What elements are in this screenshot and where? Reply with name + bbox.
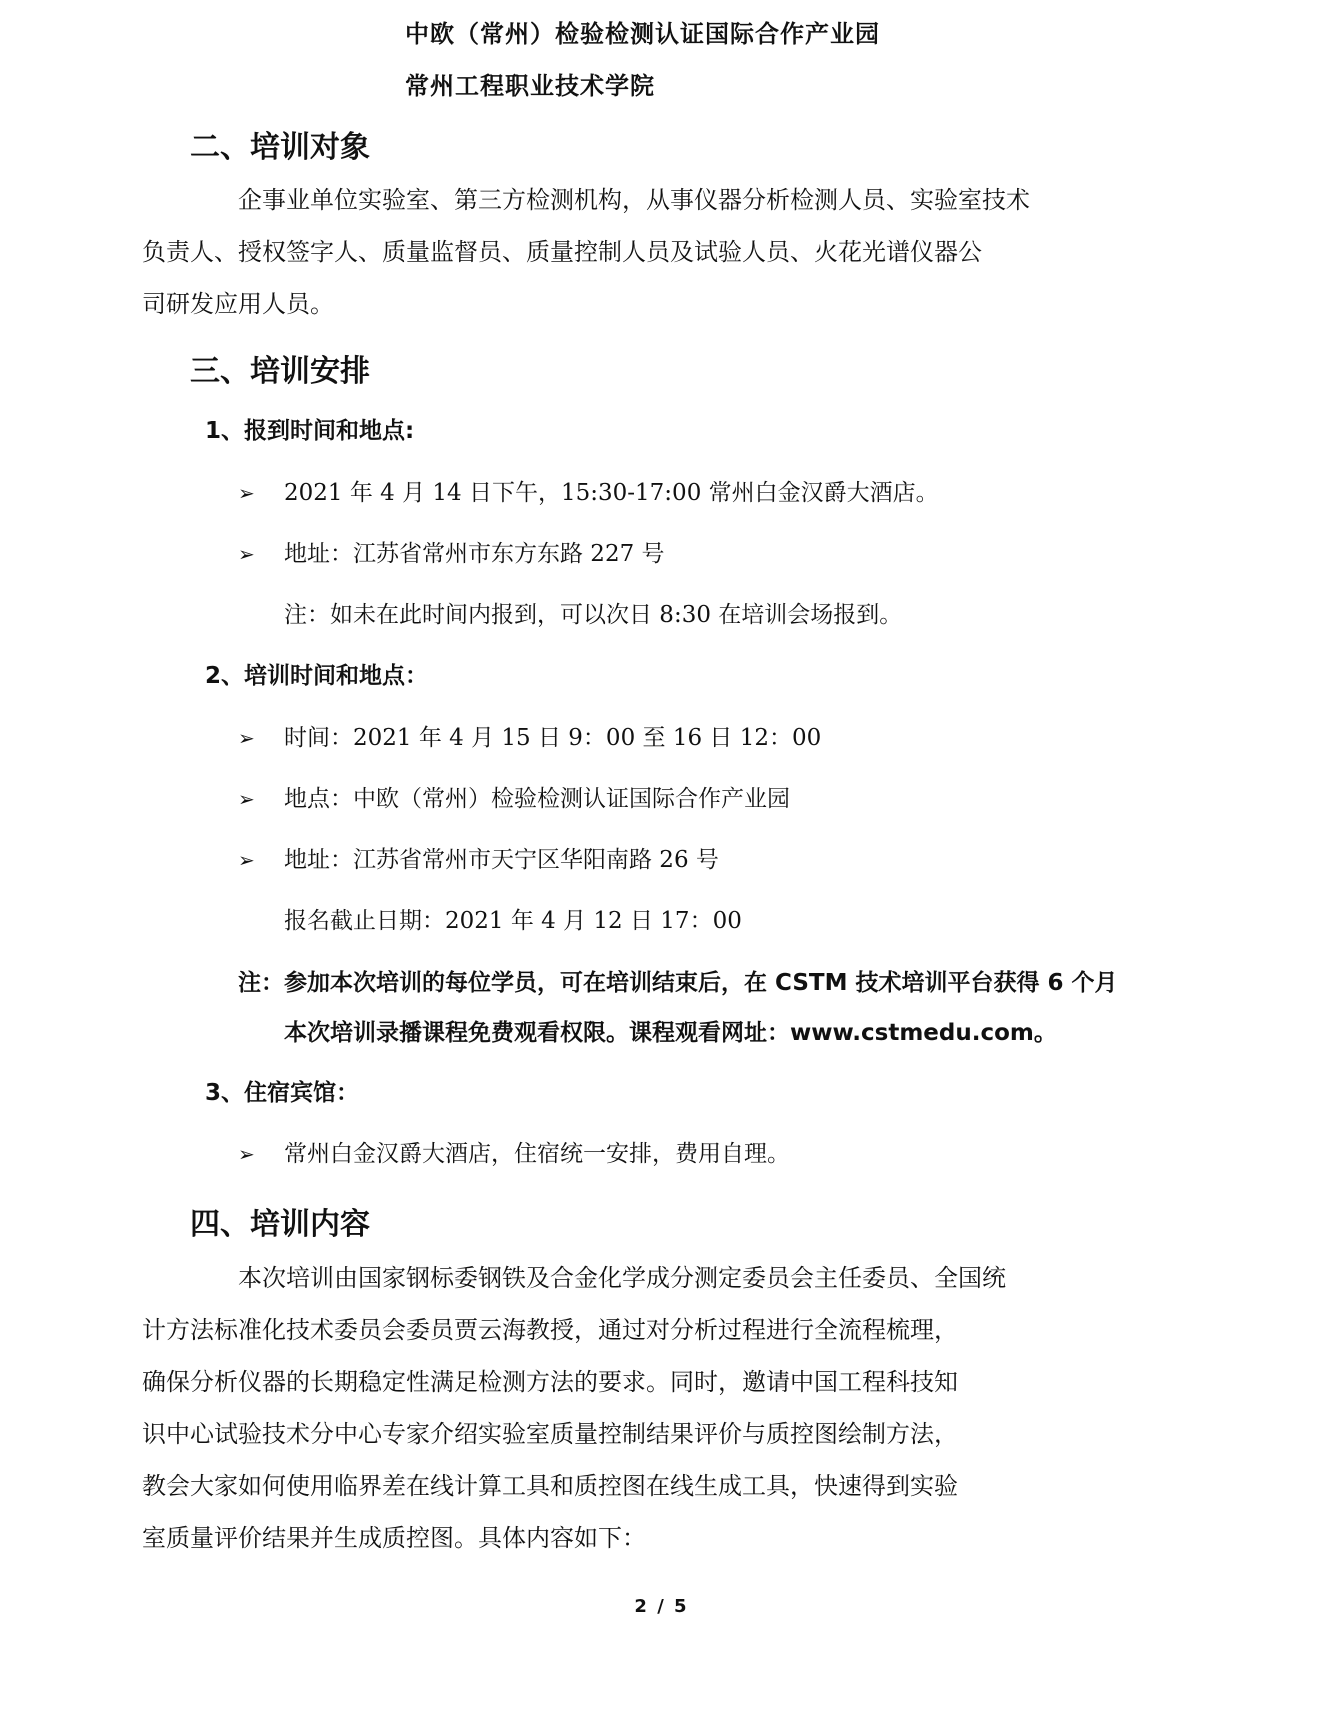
bullet-item [238,780,790,813]
section-4-line-5: 教会大家如何使用临界差在线计算工具和质控图在线生成工具，快速得到实验 [142,1472,958,1500]
page-number: 2 / 5 [634,1596,689,1617]
sub-3-title: 3、住宿宾馆： [205,1080,360,1106]
bullet-text: 地址：江苏省常州市天宁区华阳南路 26 号 [284,847,719,873]
section-2-paragraph [142,174,1140,330]
bullet-text: 常州白金汉爵大酒店，住宿统一安排，费用自理。 [284,1141,790,1167]
header-org-2: 常州工程职业技术学院 [405,72,655,100]
note-line-1: 注：参加本次培训的每位学员，可在培训结束后，在 CSTM 技术培训平台获得 6 个月 [238,970,1118,996]
sub-2-title: 2、培训时间和地点： [205,663,429,689]
section-4-line-3: 确保分析仪器的长期稳定性满足检测方法的要求。同时，邀请中国工程科技知 [142,1368,958,1396]
bullet-text: 时间：2021 年 4 月 15 日 9：00 至 16 日 12：00 [284,725,822,751]
sub-1-title: 1、报到时间和地点: [205,418,415,444]
registration-deadline: 报名截止日期：2021 年 4 月 12 日 17：00 [284,908,742,934]
bullet-text: 地点：中欧（常州）检验检测认证国际合作产业园 [284,786,790,812]
section-4-line-6: 室质量评价结果并生成质控图。具体内容如下： [142,1524,646,1552]
section-4-line-4: 识中心试验技术分中心专家介绍实验室质量控制结果评价与质控图绘制方法， [142,1420,958,1448]
arrow-right-icon: ➢ [238,726,255,750]
sub-2-note [238,958,1117,1058]
section-2-line-2: 负责人、授权签字人、质量监督员、质量控制人员及试验人员、火花光谱仪器公 [142,238,982,266]
arrow-right-icon: ➢ [238,1142,255,1166]
section-4-line-1: 本次培训由国家钢标委钢铁及合金化学成分测定委员会主任委员、全国统 [238,1264,1006,1292]
section-4-title: 四、培训内容 [190,1207,370,1242]
section-3-title: 三、培训安排 [190,354,370,389]
header-org-1: 中欧（常州）检验检测认证国际合作产业园 [405,20,880,48]
note-line-2: 本次培训录播课程免费观看权限。课程观看网址：www.cstmedu.com。 [284,1020,1057,1046]
bullet-item [238,841,719,874]
arrow-right-icon: ➢ [238,481,255,505]
bullet-text: 2021 年 4 月 14 日下午，15:30-17:00 常州白金汉爵大酒店。 [284,480,939,506]
section-2-line-1: 企事业单位实验室、第三方检测机构，从事仪器分析检测人员、实验室技术 [238,186,1030,214]
bullet-item [238,1135,790,1168]
bullet-text: 地址：江苏省常州市东方东路 227 号 [284,541,665,567]
bullet-item [238,535,665,568]
section-2-line-3: 司研发应用人员。 [142,290,334,318]
arrow-right-icon: ➢ [238,848,255,872]
section-4-paragraph [142,1252,1140,1564]
arrow-right-icon: ➢ [238,787,255,811]
section-2-title: 二、培训对象 [190,130,370,165]
bullet-item [238,719,821,752]
sub-1-note: 注：如未在此时间内报到，可以次日 8:30 在培训会场报到。 [284,602,903,628]
section-4-line-2: 计方法标准化技术委员会委员贾云海教授，通过对分析过程进行全流程梳理， [142,1316,958,1344]
arrow-right-icon: ➢ [238,542,255,566]
bullet-item [238,474,939,507]
